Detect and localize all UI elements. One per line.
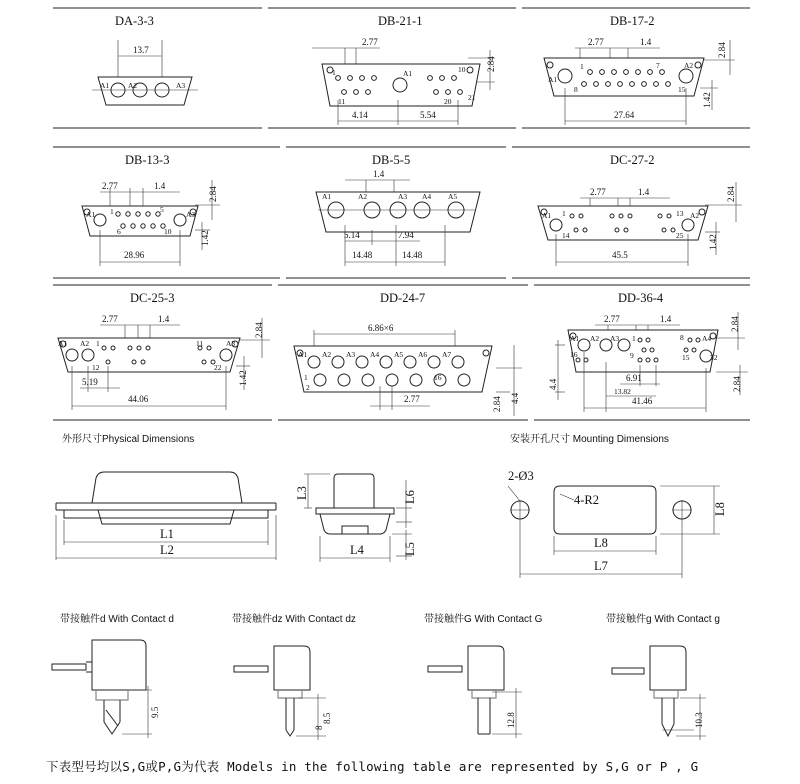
pin-label: A6 xyxy=(418,350,428,359)
connector-title: DA-3-3 xyxy=(115,14,154,28)
pin-label: A2 xyxy=(684,61,694,70)
dim-label: 8.5 xyxy=(322,712,332,724)
pin-label: A5 xyxy=(448,192,458,201)
dim-label: 2.84 xyxy=(730,316,740,332)
dim-label: 1.42 xyxy=(238,370,248,386)
dim-label: 5.54 xyxy=(420,110,436,120)
dim-label: 1.4 xyxy=(660,314,672,324)
dim-label: 2.77 xyxy=(362,37,378,47)
connector-dd-24-7 xyxy=(294,291,522,416)
connector-title: DC-27-2 xyxy=(610,153,655,167)
contact-dz-label: 带接触件dz With Contact dz xyxy=(232,614,356,625)
pin-label: 8 xyxy=(680,333,684,342)
dim-label: 1.4 xyxy=(638,187,650,197)
dim-label-radius: 4-R2 xyxy=(574,493,599,507)
dim-label: 1.4 xyxy=(373,169,385,179)
dim-label: 2.77 xyxy=(404,394,420,404)
dim-label: 2.77 xyxy=(102,181,118,191)
dim-label: 1.42 xyxy=(200,230,210,246)
connector-dc-27-2 xyxy=(538,153,742,266)
pin-label: 1 xyxy=(96,339,100,348)
pin-label: 12 xyxy=(92,363,100,372)
contact-d-label: 带接触件d With Contact d xyxy=(60,614,174,625)
dim-label: 1.4 xyxy=(154,181,166,191)
pin-label: 1 xyxy=(580,62,584,71)
pin-label: 22 xyxy=(214,363,222,372)
dim-label: 2.77 xyxy=(588,37,604,47)
pin-label: A1 xyxy=(548,75,558,84)
dim-label: 7.94 xyxy=(398,230,414,240)
pin-label: A1 xyxy=(58,339,68,348)
pin-label: A1 xyxy=(298,350,308,359)
connector-dc-25-3 xyxy=(58,291,270,410)
contact-d-drawing xyxy=(52,640,160,738)
pin-label: A2 xyxy=(128,81,138,90)
dim-label: 44.06 xyxy=(128,394,149,404)
pin-label: A4 xyxy=(370,350,380,359)
pin-label: A1 xyxy=(100,81,110,90)
pin-label: 10 xyxy=(458,65,466,74)
connector-db-17-2 xyxy=(544,14,735,125)
physical-front-view xyxy=(56,472,276,560)
pin-label: A4 xyxy=(422,192,432,201)
connector-title: DB-17-2 xyxy=(610,14,655,28)
pin-label: A1 xyxy=(322,192,332,201)
physical-side-view xyxy=(295,474,417,562)
pin-label: 6 xyxy=(117,227,121,236)
pin-label: 1 xyxy=(332,68,336,77)
pin-label: A3 xyxy=(176,81,186,90)
pin-label: 5 xyxy=(160,205,164,214)
pin-label: A3 xyxy=(186,210,196,219)
dim-label: 2.77 xyxy=(102,314,118,324)
dim-label-l1: L1 xyxy=(160,527,174,541)
dim-label: 2.84 xyxy=(254,322,264,338)
dim-label: 5.14 xyxy=(344,230,360,240)
pin-label: 20 xyxy=(444,97,452,106)
connector-dd-36-4 xyxy=(548,291,748,412)
contact-g-lower-drawing xyxy=(612,646,706,740)
pin-label: 9 xyxy=(630,351,634,360)
contact-g-lower-label: 带接触件g With Contact g xyxy=(606,614,720,625)
pin-label: 8 xyxy=(574,85,578,94)
dim-label: 27.64 xyxy=(614,110,635,120)
dim-label: 4.4 xyxy=(510,392,520,404)
pin-label: A3 xyxy=(610,334,620,343)
pin-label: A3 xyxy=(398,192,408,201)
dim-label: 6.91 xyxy=(626,373,642,383)
pin-label: 15 xyxy=(682,353,690,362)
dim-label-l4: L4 xyxy=(350,543,364,557)
connector-title: DB-21-1 xyxy=(378,14,423,28)
pin-label: 16 xyxy=(570,350,578,359)
dim-label: 14.48 xyxy=(352,250,373,260)
dim-label: 5.19 xyxy=(82,377,98,387)
dim-label: 10.3 xyxy=(694,712,704,728)
dim-label: 2.84 xyxy=(492,396,502,412)
dim-label: 13.82 xyxy=(614,387,631,396)
pin-label: 25 xyxy=(676,231,684,240)
connector-db-5-5 xyxy=(316,153,480,266)
pin-label: A1 xyxy=(86,210,96,219)
footer-note: 下表型号均以S,G或P,G为代表 Models in the following table are represented by S,G or P , G xyxy=(46,759,699,774)
dim-label: 2.77 xyxy=(590,187,606,197)
connector-title: DB-5-5 xyxy=(372,153,411,167)
dim-label: 41.46 xyxy=(632,396,653,406)
dim-label: 13.7 xyxy=(133,45,149,55)
dim-label: 9.5 xyxy=(150,706,160,718)
connector-title: DD-24-7 xyxy=(380,291,426,305)
dim-label-l7: L7 xyxy=(594,559,608,573)
dim-label: 1.42 xyxy=(708,234,718,250)
pin-label: 10 xyxy=(164,227,172,236)
dim-label: 1.4 xyxy=(158,314,170,324)
pin-label: 32 xyxy=(710,353,718,362)
connector-db-21-1 xyxy=(312,14,496,125)
connector-title: DC-25-3 xyxy=(130,291,175,305)
pin-label: 1 xyxy=(110,207,114,216)
dim-label-l3: L3 xyxy=(295,486,309,500)
pin-label: 11 xyxy=(338,97,346,106)
dim-label-holes: 2-Ø3 xyxy=(508,469,534,483)
contact-g-upper-drawing xyxy=(428,646,522,738)
pin-label: 11 xyxy=(196,339,204,348)
pin-label: A3 xyxy=(226,339,236,348)
pin-label: A1 xyxy=(403,69,413,78)
dim-label: 1.4 xyxy=(640,37,652,47)
dim-label: 2.84 xyxy=(486,56,496,72)
dim-label-l8: L8 xyxy=(594,536,608,550)
mounting-dimensions-heading: 安装开孔尺寸 Mounting Dimensions xyxy=(510,434,669,445)
pin-label: 14 xyxy=(562,231,570,240)
pin-label: A1 xyxy=(570,334,580,343)
dim-label: 45.5 xyxy=(612,250,628,260)
pin-label: 2 xyxy=(306,383,310,392)
pin-label: 13 xyxy=(676,209,684,218)
pin-label: 15 xyxy=(678,85,686,94)
pin-label: A5 xyxy=(394,350,404,359)
dim-label: 1.42 xyxy=(702,92,712,108)
pin-label: A2 xyxy=(322,350,332,359)
dim-label: 6.86×6 xyxy=(368,323,394,333)
dim-label-l2: L2 xyxy=(160,543,174,557)
pin-label: A3 xyxy=(346,350,356,359)
pin-label: 16 xyxy=(434,373,442,382)
dim-label: 2.84 xyxy=(732,376,742,392)
dim-label: 2.84 xyxy=(717,42,727,58)
connector-db-13-3 xyxy=(82,153,220,266)
contact-g-upper-label: 带接触件G With Contact G xyxy=(424,614,543,625)
dim-label-l8-vertical: L8 xyxy=(713,502,727,516)
pin-label: A2 xyxy=(690,211,700,220)
pin-label: A7 xyxy=(442,350,452,359)
pin-label: A1 xyxy=(542,211,552,220)
pin-label: A4 xyxy=(702,334,712,343)
physical-dimensions-heading: 外形尺寸Physical Dimensions xyxy=(62,434,195,445)
pin-label: 1 xyxy=(562,209,566,218)
dim-label: 12.8 xyxy=(506,712,516,728)
connector-da-3-3 xyxy=(92,14,198,105)
dim-label: 4.14 xyxy=(352,110,368,120)
pin-label: A2 xyxy=(590,334,600,343)
pin-label: 7 xyxy=(656,61,660,70)
connector-title: DD-36-4 xyxy=(618,291,664,305)
dim-label: 2.84 xyxy=(208,186,218,202)
dim-label: 2.84 xyxy=(726,186,736,202)
contact-dz-drawing xyxy=(234,646,332,740)
dim-label: 4.4 xyxy=(548,378,558,390)
connector-title: DB-13-3 xyxy=(125,153,170,167)
dim-label: 28.96 xyxy=(124,250,145,260)
mounting-cutout xyxy=(508,469,727,578)
pin-label: A2 xyxy=(358,192,368,201)
dim-label: 2.77 xyxy=(604,314,620,324)
pin-label: 1 xyxy=(632,334,636,343)
pin-label: 21 xyxy=(468,93,476,102)
pin-label: 1 xyxy=(304,373,308,382)
dim-label-l6: L6 xyxy=(403,490,417,504)
dim-label-l5: L5 xyxy=(403,542,417,556)
pin-label: A2 xyxy=(80,339,90,348)
dim-label: 8 xyxy=(314,725,324,730)
dim-label: 14.48 xyxy=(402,250,423,260)
